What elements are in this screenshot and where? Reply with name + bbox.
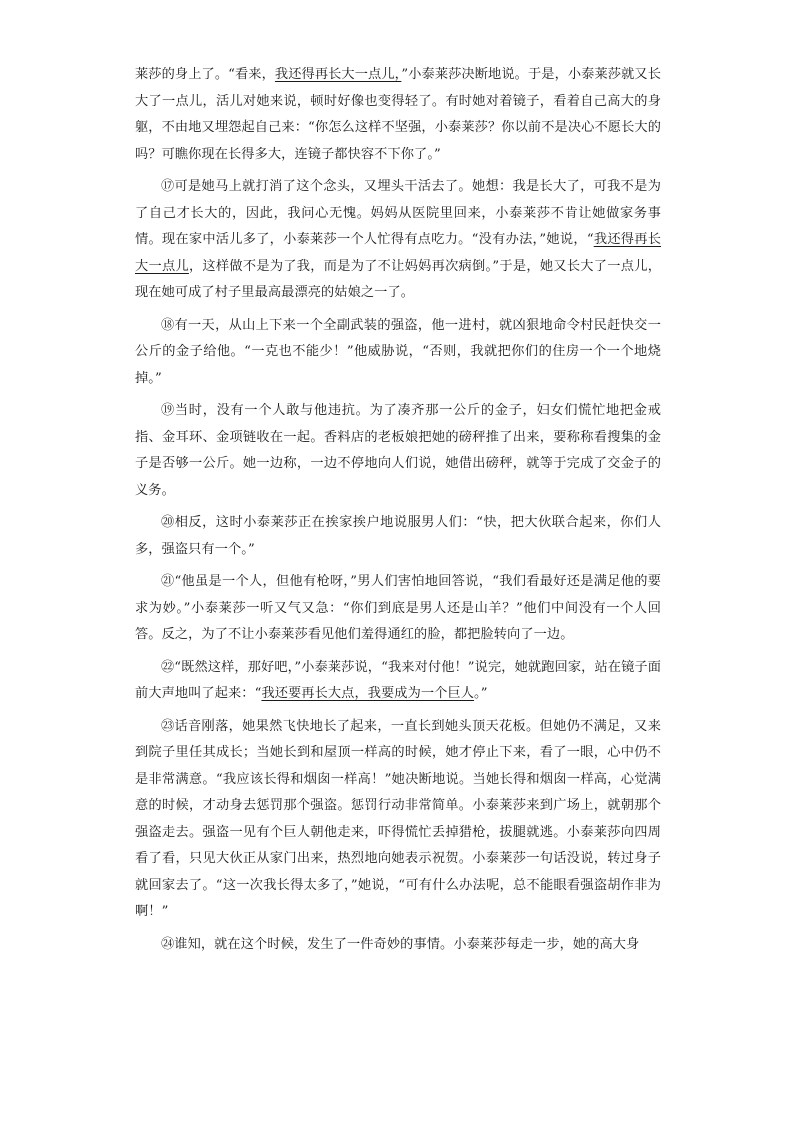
text-segment: ⑲当时，没有一个人敢与他违抗。为了凑齐那一公斤的金子，妇女们慌忙地把金戒指、金耳环、金项链收在一起。香料店的老板娘把她的磅秤推了出来，要称称看搜集的金子是否够一公斤。她一边称，一边不停地向人们说，她借出磅秤，就等于完成了交金子的义务。 <box>135 403 661 498</box>
paragraph-p24 <box>135 932 661 959</box>
paragraph-p18 <box>135 313 661 393</box>
text-segment: ⑳相反，这时小泰莱莎正在挨家挨户地说服男人们：“快，把大伙联合起来，你们人多，强盗只有一个。” <box>135 515 661 557</box>
paragraph-p23 <box>135 714 661 926</box>
text-segment: ㉑“他虽是一个人，但他有枪呀，”男人们害怕地回答说，“我们看最好还是满足他的要求为妙。”小泰莱莎一听又气又急：“你们到底是男人还是山羊？”他们中间没有一个人回答。反之，为了不让小泰莱莎看见他们羞得通红的脸，都把脸转向了一边。 <box>135 574 661 642</box>
paragraph-p19 <box>135 398 661 504</box>
text-segment: ，这样做不是为了我，而是为了不让妈妈再次病倒。”于是，她又长大了一点儿，现在她可成了村子里最高最漂亮的姑娘之一了。 <box>135 258 661 300</box>
text-segment: 莱莎的身上了。“看来， <box>135 67 275 82</box>
paragraph-p20 <box>135 510 661 563</box>
underlined-sentence: 我还要再长大点，我要成为一个巨人 <box>261 686 475 701</box>
text-segment: ”小泰莱莎决断地说。于是，小泰莱莎就又长大了一点儿，活儿对她来说，顿时好像也变得轻了。有时她对着镜子，看着自己高大的身躯，不由地又埋怨起自己来：“你怎么这样不坚强，小泰莱莎？你以前不是决心不愿长大的吗？可瞧你现在长得多大，连镜子都快容不下你了。” <box>135 67 661 162</box>
article-body <box>135 62 661 964</box>
text-segment: ㉔谁知，就在这个时候，发生了一件奇妙的事情。小泰莱莎每走一步，她的高大身 <box>161 936 640 952</box>
text-segment: ⑱有一天，从山上下来一个全副武装的强盗，他一进村，就凶狠地命令村民赶快交一公斤的金子给他。“一克也不能少！”他威胁说，“否则，我就把你们的住房一个一个地烧掉。” <box>135 317 661 386</box>
underlined-sentence: 我还得再长大一点儿 <box>135 232 662 274</box>
text-segment: ㉓话音刚落，她果然飞快地长了起来，一直长到她头顶天花板。但她仍不满足，又来到院子里任其成长；当她长到和屋顶一样高的时候，她才停止下来，看了一眼，心中仍不是非常满意。“我应该长得和烟囱一样高！”她决断地说。当她长得和烟囱一样高，心觉满意的时候，才动身去惩罚那个强盗。惩罚行动非常简单。小泰莱莎来到广场上，就朝那个强盗走去。强盗一见有个巨人朝他走来，吓得慌忙丢掉猎枪，拔腿就逃。小泰莱莎向四周看了看，只见大伙正从家门出来，热烈地向她表示祝贺。小泰莱莎一句话没说，转过身子就回家去了。“这一次我长得太多了，”她说，“可有什么办法呢，总不能眼看强盗胡作非为啊！” <box>135 718 661 919</box>
text-segment: ⑰可是她马上就打消了这个念头，又埋头干活去了。她想：我是长大了，可我不是为了自己才长大的，因此，我问心无愧。妈妈从医院里回来，小泰莱莎不肯让她做家务事情。现在家中活儿多了，小泰莱莎一个人忙得有点吃力。“没有办法，”她说，“ <box>135 179 661 247</box>
paragraph-p17 <box>135 174 661 307</box>
paragraph-p21 <box>135 569 661 649</box>
paragraph-p22 <box>135 655 661 708</box>
text-segment: 。” <box>474 686 488 701</box>
text-segment: ㉒“既然这样，那好吧，”小泰莱莎说，“我来对付他！”说完，她就跑回家，站在镜子面前大声地叫了起来：“ <box>135 659 661 701</box>
underlined-sentence: 我还得再长大一点儿， <box>274 67 402 82</box>
paragraph-p16-cont <box>135 62 661 168</box>
